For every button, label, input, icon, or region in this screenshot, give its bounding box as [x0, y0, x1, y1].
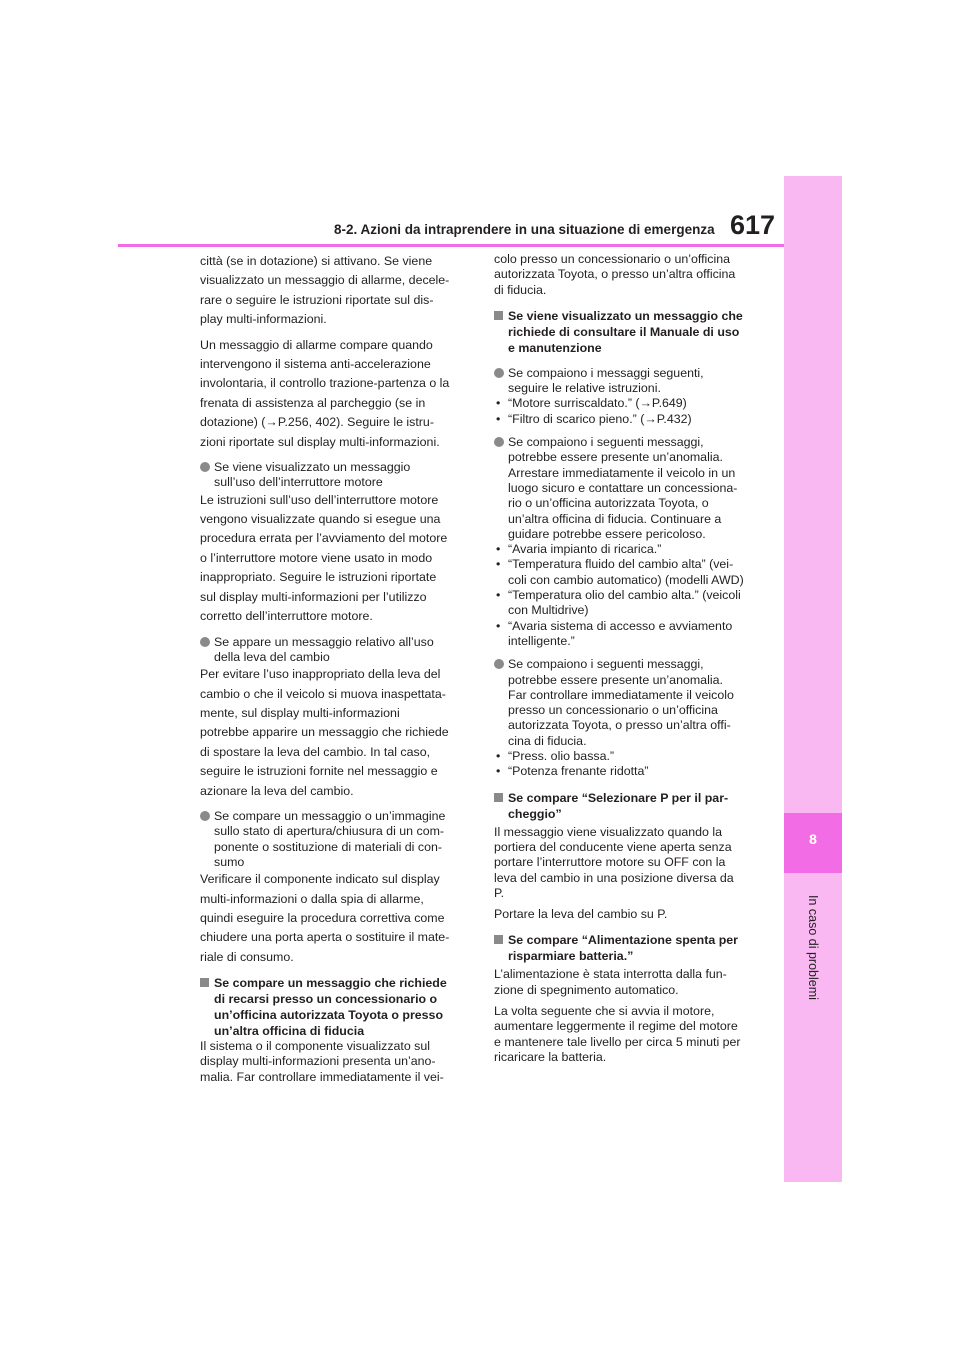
text-line: colo presso un concessionario o un’officina [494, 252, 731, 266]
paragraph-engine-switch [200, 491, 470, 627]
list-item-line: “Temperatura olio del cambio alta.” (veicoli [508, 588, 741, 603]
left-column [200, 252, 470, 1085]
heading-power-off [494, 932, 758, 964]
text-line: guidare potrebbe essere pericoloso. [508, 526, 706, 541]
bullet-dot [494, 368, 504, 378]
list-item [494, 542, 758, 557]
list-item-line: “Filtro di scarico pieno.” (→P.432) [508, 411, 692, 426]
text-line: sumo [214, 854, 245, 869]
text-line: dotazione) (→P.256, 402). Seguire le istru- [200, 415, 434, 430]
bullet-heading [214, 809, 470, 870]
header-rule [118, 244, 784, 247]
text-line: vengono visualizzate quando si esegue una [200, 512, 441, 527]
list-item-line: “Press. olio bassa.” [508, 749, 615, 764]
chapter-number-tab [784, 813, 842, 873]
bullet-dot [494, 437, 504, 447]
text-line: involontaria, il controllo trazione-partenza o la [200, 376, 450, 391]
section-title: 8-2. Azioni da intraprendere in una situazione di emergenza [334, 222, 715, 237]
text-line: della leva del cambio [214, 649, 330, 664]
bullet-dot [200, 462, 210, 472]
list-item-line: “Avaria sistema di accesso e avviamento [508, 618, 733, 633]
list-item-line: “Avaria impianto di ricarica.” [508, 542, 662, 557]
list-item [494, 396, 758, 411]
list-item-line: “Temperatura fluido del cambio alta” (vei- [508, 557, 734, 572]
text-line: Per evitare l’uso inappropriato della leva del [200, 667, 441, 682]
text-line: rare o seguire le istruzioni riportate sul dis- [200, 292, 434, 307]
text-line: zioni riportate sul display multi-informazioni. [200, 434, 440, 449]
text-line: display multi-informazioni presenta un’ano- [200, 1054, 436, 1069]
text-line: un’officina autorizzata Toyota o presso [214, 1008, 444, 1023]
text-line: autorizzata Toyota, o presso un’altra offi- [508, 718, 731, 733]
paragraph-select-p [494, 825, 758, 901]
text-line: luogo sicuro e contattare un concessiona- [508, 480, 738, 495]
subheading [508, 790, 758, 822]
text-line: città (se in dotazione) si attivano. Se viene [200, 254, 433, 268]
text-line: Se compare un messaggio che richiede [214, 976, 447, 991]
paragraph-dealer [200, 1039, 470, 1085]
list-check [494, 749, 758, 780]
paragraph-continued [494, 252, 758, 298]
text-line: azionare la leva del cambio. [200, 783, 354, 798]
text-line: potrebbe apparire un messaggio che richiede [200, 725, 449, 740]
text-line: potrebbe essere presente un’anomalia. [508, 450, 723, 465]
bullet-marker: • [496, 588, 501, 603]
bullet-marker: • [496, 749, 501, 764]
chapter-label-container [806, 895, 820, 1095]
text-line: Un messaggio di allarme compare quando [200, 337, 433, 352]
text-line: Se appare un messaggio relativo all’uso [214, 634, 434, 649]
text-line: visualizzato un messaggio di allarme, decele- [200, 273, 450, 288]
heading-select-p [494, 790, 758, 822]
text-line: sullo stato di apertura/chiusura di un com- [214, 824, 445, 839]
text-line: Il messaggio viene visualizzato quando la [494, 824, 722, 839]
bullet-shift-lever [200, 635, 470, 666]
text-line: Se compaiono i seguenti messaggi, [508, 657, 704, 672]
bullet-marker: • [496, 396, 501, 411]
bullet-component [200, 809, 470, 870]
bullet-dot [494, 659, 504, 669]
paragraph-shift-lever [200, 665, 470, 801]
bullet-marker: • [496, 618, 501, 633]
text-line: Le istruzioni sull’uso dell’interruttore motore [200, 492, 439, 507]
bullet-dot [200, 811, 210, 821]
text-line: P. [494, 885, 505, 900]
bullet-marker: • [496, 557, 501, 572]
paragraph-alarm [200, 336, 470, 452]
paragraph-recharge [494, 1004, 758, 1065]
text-line: seguire le relative istruzioni. [508, 381, 661, 396]
bullet-marker: • [496, 411, 501, 426]
list-item [494, 619, 758, 650]
text-line: Se compare un messaggio o un’immagine [214, 808, 446, 823]
text-line: multi-informazioni o dalla spia di allarme, [200, 891, 424, 906]
bullet-heading [214, 635, 470, 666]
text-line: Arrestare immediatamente il veicolo in un [508, 465, 736, 480]
text-line: leva del cambio in una posizione diversa da [494, 870, 734, 885]
text-line: Se viene visualizzato un messaggio che [508, 308, 743, 323]
text-line: cheggio” [508, 806, 562, 821]
list-item-line: intelligente.” [508, 633, 575, 648]
text-line: richiede di consultare il Manuale di uso [508, 324, 740, 339]
heading-manual [494, 308, 758, 356]
text-line: Se compare “Alimentazione spenta per [508, 933, 738, 948]
paragraph-component [200, 870, 470, 967]
text-line: sull’uso dell’interruttore motore [214, 475, 383, 490]
text-line: Se compare “Selezionare P per il par- [508, 790, 729, 805]
list-item [494, 588, 758, 619]
bullet-check-vehicle [494, 657, 758, 749]
text-line: ponente o sostituzione di materiali di con- [214, 839, 442, 854]
text-line: Il sistema o il componente visualizzato sul [200, 1039, 431, 1054]
right-column [494, 252, 758, 1065]
chapter-number: 8 [809, 831, 817, 847]
bullet-engine-switch [200, 460, 470, 491]
square-marker [494, 793, 503, 802]
subheading [214, 975, 470, 1039]
page-number: 617 [730, 210, 776, 240]
text-line: cambio o che il veicolo si muova inaspettata- [200, 686, 446, 701]
text-line: Far controllare immediatamente il veicolo [508, 687, 734, 702]
bullet-marker: • [496, 542, 501, 557]
text-line: sul display multi-informazioni per l’utilizzo [200, 589, 427, 604]
bullet-marker: • [496, 764, 501, 779]
text-line: malia. Far controllare immediatamente il vei- [200, 1069, 444, 1084]
bullet-follow-instructions [494, 366, 758, 397]
text-line: portare l’interruttore motore su OFF con la [494, 855, 726, 870]
text-line: autorizzata Toyota, o presso un’altra officina [494, 267, 736, 282]
list-item [494, 764, 758, 779]
text-line: seguire le istruzioni fornite nel messaggio e [200, 764, 438, 779]
text-line: zione di spegnimento automatico. [494, 982, 679, 997]
text-line: presso un concessionario o un’officina [508, 703, 718, 718]
text-line: Verificare il componente indicato sul display [200, 872, 440, 887]
text-line: chiudere una porta aperta o sostituire il mate- [200, 930, 450, 945]
heading-dealer [200, 975, 470, 1039]
subheading [508, 932, 758, 964]
bullet-heading [508, 366, 758, 397]
paragraph-select-p-action: Portare la leva del cambio su P. [494, 907, 668, 922]
list-follow [494, 396, 758, 427]
text-line: frenata di assistenza al parcheggio (se in [200, 395, 426, 410]
list-item-line: “Motore surriscaldato.” (→P.649) [508, 396, 687, 411]
square-marker [494, 311, 503, 320]
square-marker [200, 978, 209, 987]
text-line: inappropriato. Seguire le istruzioni riportate [200, 570, 437, 585]
text-line: ricaricare la batteria. [494, 1049, 607, 1064]
text-line: mente, sul display multi-informazioni [200, 705, 400, 720]
paragraph-intro [200, 252, 470, 330]
text-line: Se compaiono i seguenti messaggi, [508, 435, 704, 450]
bullet-heading [214, 460, 470, 491]
list-item-line: con Multidrive) [508, 603, 589, 618]
text-line: quindi eseguire la procedura correttiva come [200, 910, 445, 925]
bullet-stop-vehicle [494, 435, 758, 542]
bullet-heading [508, 435, 758, 542]
text-line: L’alimentazione è stata interrotta dalla fun- [494, 967, 727, 982]
text-line: o l’interruttore motore viene usato in modo [200, 550, 433, 565]
text-line: e manutenzione [508, 340, 602, 355]
list-item [494, 412, 758, 427]
square-marker [494, 935, 503, 944]
text-line: Se compaiono i messaggi seguenti, [508, 365, 704, 380]
list-item [494, 557, 758, 588]
paragraph-power-off [494, 967, 758, 998]
text-line: aumentare leggermente il regime del motore [494, 1019, 738, 1034]
text-line: un’altra officina di fiducia [214, 1024, 365, 1039]
text-line: cina di fiducia. [508, 733, 587, 748]
text-line: un’altra officina di fiducia. Continuare a [508, 511, 722, 526]
text-line: rio o un’officina autorizzata Toyota, o [508, 496, 709, 511]
list-item [494, 749, 758, 764]
text-line: potrebbe essere presente un’anomalia. [508, 672, 723, 687]
text-line: corretto dell’interruttore motore. [200, 609, 373, 624]
text-line: intervengono il sistema anti-accelerazione [200, 357, 431, 372]
text-line: e mantenere tale livello per circa 5 minuti per [494, 1034, 741, 1049]
text-line: La volta seguente che si avvia il motore, [494, 1003, 715, 1018]
subheading [508, 308, 758, 356]
bullet-heading [508, 657, 758, 749]
text-line: riale di consumo. [200, 949, 294, 964]
chapter-label: In caso di problemi [806, 895, 820, 1000]
list-item-line: “Potenza frenante ridotta” [508, 764, 649, 779]
text-line: di recarsi presso un concessionario o [214, 992, 438, 1007]
list-item-line: coli con cambio automatico) (modelli AWD) [508, 572, 744, 587]
list-stop [494, 542, 758, 649]
text-line: Se viene visualizzato un messaggio [214, 460, 411, 475]
text-line: play multi-informazioni. [200, 312, 327, 327]
text-line: di spostare la leva del cambio. In tal caso, [200, 744, 431, 759]
text-line: portiera del conducente viene aperta senza [494, 839, 732, 854]
text-line: risparmiare batteria.” [508, 949, 634, 964]
text-line: procedura errata per l’avviamento del motore [200, 531, 448, 546]
text-line: di fiducia. [494, 282, 547, 297]
bullet-dot [200, 637, 210, 647]
